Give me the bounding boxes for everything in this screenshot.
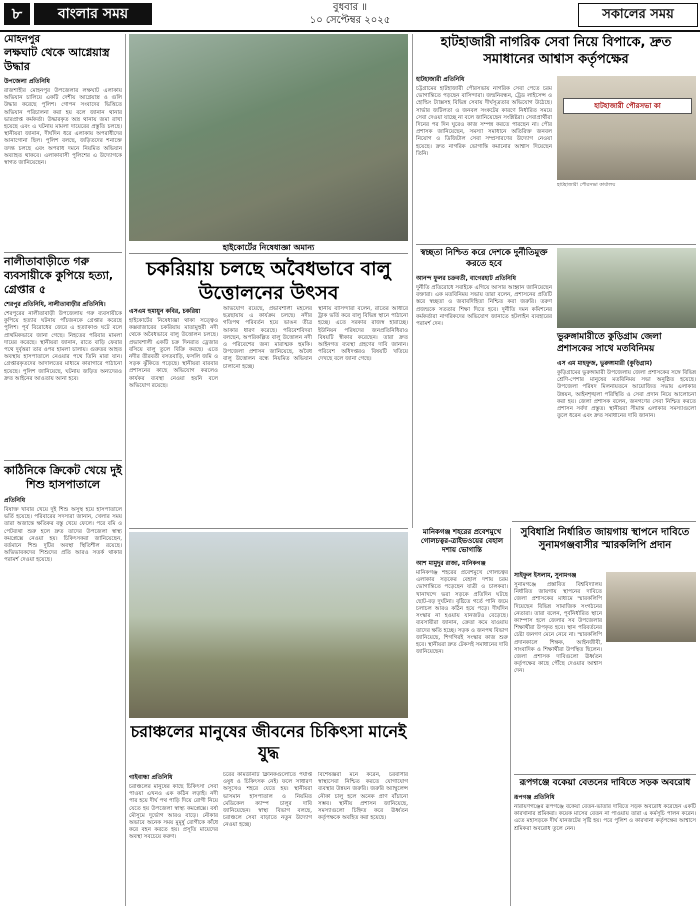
headline: রূপগঞ্জে বকেয়া বেতনের দাবিতে সড়ক অবরোধ [519,778,691,788]
headline: কাঠিনিকে ক্রিকেট খেয়ে দুই শিশু হাসপাতালে [4,464,122,491]
article-kurigram [557,331,696,521]
body-text: চরের কমিউনিটি ক্লিনিকগুলোতে পর্যাপ্ত ওষুধ ও চিকিৎসক নেই। ফলে সাধারণ অসুখেও শহরে যেতে হয়। স্থানীয়রা ভাসমান হাসপাতাল ও নিয়মিত মেডিকেল ক্যাম্প চালুর দাবি জানিয়েছেন। স্বাস্থ্য বিভাগ বলছে, চরাঞ্চলে সেবা বাড়াতে নতুন উদ্যোগ নেওয়া হচ্ছে। [223,772,312,829]
article-body [416,273,552,503]
column-divider [412,34,413,528]
sunamganj-body [514,570,602,770]
photo-caption: হাটহাজারী পৌরসভা কার্যালয় [557,182,616,188]
body-text: বিষাক্ত খাবার খেয়ে দুই শিশু অসুস্থ হয়ে হাসপাতালে ভর্তি হয়েছে। পরিবারের সদস্যরা জানান, খেলার সময় তারা অজান্তে ক্ষতিকর বস্তু খেয়ে ফেলে। পরে বমি ও পেটব্যথা শুরু হলে দ্রুত তাদের উপজেলা স্বাস্থ্য কমপ্লেক্সে নেওয়া হয়। চিকিৎসকরা জানিয়েছেন, বর্তমানে শিশু দুটির অবস্থা স্থিতিশীল রয়েছে। অভিভাবকদের শিশুদের প্রতি আরও সতর্ক থাকার পরামর্শ দেওয়া হয়েছে। [4,507,122,564]
body-text: মানিকগঞ্জ শহরের প্রবেশমুখে গোলচত্বর এলাকার সড়কের বেহাল দশায় চরম ভোগান্তিতে পড়েছেন যাত্রী ও চালকরা। খানাখন্দে ভরা সড়কে প্রতিদিন ঘটছে ছোট-বড় দুর্ঘটনা। বৃষ্টিতে গর্তে পানি জমে চলাচল আরও কঠিন হয়ে পড়ে। দীর্ঘদিন সংস্কার না হওয়ায় যানজটও বেড়েছে। ব্যবসায়ীরা জানান, ক্রেতা কমে যাওয়ায় তাদের ক্ষতি হচ্ছে। সড়ক ও জনপথ বিভাগ জানিয়েছে, শিগগিরই সংস্কার কাজ শুরু হবে। স্থানীয়রা দ্রুত টেকসই সমাধানের দাবি জানিয়েছেন। [416,570,508,656]
headline: চকরিয়ায় চলছে অবৈধভাবে বালু উত্তোলনের উৎসব [146,258,391,304]
chakaria-col2 [223,306,312,524]
memorandum-photo [606,572,696,642]
headline: হাটহাজারী নাগরিক সেবা নিয়ে বিপাকে, দ্রুত সমাধানের আশ্বাস কর্তৃপক্ষের [440,35,672,67]
page-header [0,0,700,32]
headline: মানিকগঞ্জ শহরের প্রবেশমুখে গোলচত্বর-ত্রাইভওয়ের বেহাল দশায় ভোগান্তি [420,528,504,554]
issue-day: বুধবার ॥ [333,2,367,13]
article-body [514,792,696,888]
kicker: হাইকোর্টের নিষেধাজ্ঞা অমান্য [129,242,408,254]
byline: হাটহাজারী প্রতিনিধি [416,76,465,83]
page-number: ৮ [4,3,30,25]
article-mohonpur [4,34,122,252]
headline: সুবিধাপ্রি নির্ধারিত জায়গায় স্থাপনে দাবিতে সুনামগঞ্জবাসীর স্মারকলিপি প্রদান [520,527,690,551]
byline: উপজেলা প্রতিনিধি [4,78,50,85]
article-chor [129,721,408,771]
headline: ভুরুঙ্গামারীতে কুড়িগ্রাম জেলা প্রশাসকের সাথে মতবিনিময় [557,332,662,354]
byline: সাইফুল ইসলাম, সুনামগঞ্জ [514,572,577,579]
column-divider [125,34,126,906]
byline: শেরপুর প্রতিনিধি, নালীতাবাড়ীর প্রতিনিধি। [4,301,106,308]
body-text: স্থানীয় বাসিন্দারা বলেন, রাতের আঁধারে ট্রাক ভর্তি করে বালু বিভিন্ন স্থানে পাঠানো হচ্ছে। এতে সরকার রাজস্ব হারাচ্ছে। ইউনিয়ন পরিষদের জনপ্রতিনিধিরাও বিষয়টি স্বীকার করেছেন। তারা দ্রুত আইনগত ব্যবস্থা গ্রহণের দাবি জানান। পরিবেশ অধিদপ্তরও বিষয়টি খতিয়ে দেখছে বলে জানা গেছে। [318,306,408,363]
byline: এসএম হুমায়ুন কবির, চকরিয়া [129,308,201,315]
office-signboard: হাটহাজারী পৌরসভা কা [563,98,692,114]
byline: আশ মামুদুর রাজা, মানিকগঞ্জ [416,560,486,567]
article-body [4,299,122,449]
body-text: রাজশাহীর মোহনপুর উপজেলার লক্ষঘাট এলাকায় অভিযান চালিয়ে একটি দেশীয় আগ্নেয়াস্ত্র ও গুলি উদ্ধার করেছে পুলিশ। গোপন সংবাদের ভিত্তিতে অভিযান পরিচালনা করা হয় বলে জানান থানার ভারপ্রাপ্ত কর্মকর্তা। উদ্ধারকৃত অস্ত্র থানায় জমা রাখা হয়েছে এবং এ ঘটনায় মামলা দায়েরের প্রস্তুতি চলছে। স্থানীয়রা জানান, দীর্ঘদিন ধরে এলাকায় অপরাধীদের আনাগোনা ছিল। পুলিশ বলছে, জড়িতদের শনাক্তে তদন্ত চলছে এবং অপরাধ দমনে নিয়মিত অভিযান অব্যাহত থাকবে। এলাকাবাসী পুলিশের এ উদ্যোগকে স্বাগত জানিয়েছেন। [4,88,122,167]
sunamganj-body-cont [606,646,696,770]
newspaper-brand: সকালের সময় [578,3,698,27]
article-rupganj [514,777,696,906]
byline: প্রতিনিধি [4,497,26,504]
body-text: চট্টগ্রামের হাটহাজারী পৌরসভায় নাগরিক সেবা পেতে চরম ভোগান্তিতে পড়ছেন বাসিন্দারা। জন্মনিবন্ধন, ট্রেড লাইসেন্স ও হোল্ডিং ট্যাক্সসহ বিভিন্ন সেবায় দীর্ঘসূত্রতার অভিযোগ উঠেছে। সার্ভার জটিলতা ও জনবল সংকটের কারণে নির্ধারিত সময়ে সেবা দেওয়া যাচ্ছে না বলে জানিয়েছেন সংশ্লিষ্টরা। সেবাপ্রার্থীরা দিনের পর দিন ঘুরেও কাজ সম্পন্ন করতে পারছেন না। পৌর প্রশাসক জানিয়েছেন, সমস্যা সমাধানে অতিরিক্ত জনবল নিয়োগ ও ডিজিটাল সেবা সম্প্রসারণের উদ্যোগ নেওয়া হয়েছে। দ্রুত নাগরিক ভোগান্তি কমানোর আশ্বাস দিয়েছেন তিনি। [416,86,552,157]
patient-carry-photo [129,532,408,718]
chor-col1 [129,772,218,906]
meeting-photo [557,248,696,328]
headline: লক্ষঘাট থেকে আগ্নেয়াস্ত্র উদ্ধার [4,46,110,73]
article-body [557,358,696,508]
body-text: বিশেষজ্ঞরা মনে করেন, চরবাসীর স্বাস্থ্যসেবা নিশ্চিত করতে যোগাযোগ ব্যবস্থার উন্নয়ন জরুরি। জরুরি অ্যাম্বুলেন্স নৌকা চালু হলে অনেক প্রাণ বাঁচানো সম্ভব। স্থানীয় প্রশাসন জানিয়েছে, সমস্যাগুলো চিহ্নিত করে ঊর্ধ্বতন কর্তৃপক্ষকে অবহিত করা হয়েছে। [318,772,408,822]
body-text: কুড়িগ্রামের ভুরুঙ্গামারী উপজেলায় জেলা প্রশাসকের সঙ্গে বিভিন্ন শ্রেণি-পেশার মানুষের মতবিনিময় সভা অনুষ্ঠিত হয়েছে। উপজেলা পরিষদ মিলনায়তনে আয়োজিত সভায় এলাকার উন্নয়ন, আইনশৃঙ্খলা পরিস্থিতি ও সেবা প্রদান নিয়ে আলোচনা করা হয়। জেলা প্রশাসক বলেন, জনগণের সেবা নিশ্চিত করতে প্রশাসন সর্বদা প্রস্তুত। স্থানীয়রা সীমান্ত এলাকার সমস্যাগুলো তুলে ধরেন এবং দ্রুত সমাধানের দাবি জানান। [557,370,696,420]
body-text: সুনামগঞ্জে প্রস্তাবিত বিশ্ববিদ্যালয় নির্ধারিত জায়গায় স্থাপনের দাবিতে জেলা প্রশাসকের মাধ্যমে স্মারকলিপি দিয়েছেন বিভিন্ন সামাজিক সংগঠনের নেতারা। তারা বলেন, পূর্বনির্ধারিত স্থানে ক্যাম্পাস হলে জেলার সব উপজেলার শিক্ষার্থীরা উপকৃত হবে। স্থান পরিবর্তনের চেষ্টা জনগণ মেনে নেবে না। স্মারকলিপি প্রদানকালে শিক্ষক, আইনজীবী, সাংবাদিক ও শিক্ষার্থীরা উপস্থিত ছিলেন। জেলা প্রশাসক দাবিগুলো ঊর্ধ্বতন কর্তৃপক্ষের কাছে পৌঁছে দেওয়ার আশ্বাস দেন। [514,582,602,675]
chor-col2 [223,772,312,906]
article-cricket [4,464,122,904]
divider [4,460,122,461]
article-body [416,558,508,888]
hathazari-body [416,74,552,242]
column-divider [510,528,511,906]
headline: স্বচ্ছতা নিশ্চিত করে দেশকে দুর্নীতিমুক্ত করতে হবে [420,248,548,269]
divider [4,252,122,253]
chor-col3 [318,772,408,906]
issue-date-text: ১০ সেপ্টেম্বর ২০২৫ [309,15,391,26]
body-text: চরাঞ্চলের মানুষের কাছে চিকিৎসা সেবা পাওয়া এখনও এক কঠিন লড়াই। নদী পার হয়ে দীর্ঘ পথ পাড়ি দিয়ে রোগী নিয়ে যেতে হয় উপজেলা স্বাস্থ্য কমপ্লেক্সে। বর্ষা মৌসুমে দুর্ভোগ আরও বাড়ে। নৌকার অভাবে অনেক সময় মুমূর্ষু রোগীকে কাঁধে করে বহন করতে হয়। প্রসূতি মায়েদের অবস্থা সবচেয়ে করুণ। [129,784,218,841]
article-body [4,495,122,880]
divider [514,774,696,775]
divider [512,521,696,522]
kicker: মোহনপুর [4,34,41,45]
byline: গাইবান্ধা প্রতিনিধি [129,774,173,781]
river-bank-photo [129,34,408,241]
article-body [4,76,122,261]
article-nalitabari [4,255,122,457]
body-text: শেরপুরের নালীতাবাড়ী উপজেলায় গরু ব্যবসায়ীকে কুপিয়ে হত্যার ঘটনায় পাঁচজনকে গ্রেপ্তার করেছে পুলিশ। পূর্ব বিরোধের জেরে এ হত্যাকাণ্ড ঘটে বলে প্রাথমিকভাবে জানা গেছে। নিহতের পরিবার মামলা দায়ের করেছে। স্থানীয়রা জানান, রাতে বাড়ি ফেরার পথে দুর্বৃত্তরা তার ওপর হামলা চালায়। গুরুতর আহত অবস্থায় হাসপাতালে নেওয়ার পথে তিনি মারা যান। গ্রেপ্তারকৃতদের আদালতের মাধ্যমে কারাগারে পাঠানো হয়েছে। পুলিশ জানিয়েছে, ঘটনায় জড়িত অন্যদেরও দ্রুত আইনের আওতায় আনা হবে। [4,311,122,382]
issue-date [265,1,435,27]
body-text: অভিযোগ রয়েছে, প্রভাবশালী মহলের ছত্রছায়ায় এ কার্যক্রম চলছে। নদীর গতিপথ পরিবর্তন হয়ে ভাঙন তীব্র আকার ধারণ করেছে। পরিবেশবিদরা বলছেন, অপরিকল্পিত বালু উত্তোলন নদী ও পরিবেশের জন্য মারাত্মক হুমকি। উপজেলা প্রশাসন জানিয়েছে, অবৈধ বালু উত্তোলন বন্ধে নিয়মিত অভিযান চালানো হচ্ছে। [223,306,312,370]
divider [129,528,408,529]
chakaria-col3 [318,306,408,524]
byline: আনন্দ ফুলর চক্রবর্তী, বাগেরহাট প্রতিনিধি [416,275,516,282]
pourashava-office-photo [557,76,696,180]
headline: নালীতাবাড়ীতে গরু ব্যবসায়ীকে কুপিয়ে হত্যা, গ্রেপ্তার ৫ [4,255,114,296]
body-text: নারায়ণগঞ্জের রূপগঞ্জে বকেয়া বেতন-ভাতার দাবিতে সড়ক অবরোধ করেছেন একটি কারখানার শ্রমিকরা। কয়েক মাসের বেতন না পাওয়ায় তারা এ কর্মসূচি পালন করেন। এতে মহাসড়কে দীর্ঘ যানজটের সৃষ্টি হয়। পরে পুলিশ ও কারখানা কর্তৃপক্ষের আশ্বাসে শ্রমিকরা অবরোধ তুলে নেন। [514,804,696,832]
byline: এস এম মাহফুজ, ভুরুঙ্গামারী (কুড়িগ্রাম) [557,360,653,367]
article-manikganj [416,528,508,906]
chakaria-col1 [129,306,218,524]
section-name: বাংলার সময় [34,3,152,25]
body-text: দুর্নীতি প্রতিরোধে সবাইকে এগিয়ে আসার আহ্বান জানিয়েছেন বক্তারা। এক মতবিনিময় সভায় তারা বলেন, প্রশাসনের প্রতিটি স্তরে স্বচ্ছতা ও জবাবদিহিতা নিশ্চিত করা জরুরি। তরুণ প্রজন্মকে সততার শিক্ষা দিতে হবে। দুর্নীতি দমন কমিশনের কর্মকর্তারা নাগরিকদের অভিযোগ জানাতে হটলাইন ব্যবহারের পরামর্শ দেন। [416,285,552,328]
divider [416,244,696,245]
article-daxata [416,248,552,518]
byline: রূপগঞ্জ প্রতিনিধি [514,794,555,801]
headline: চরাঞ্চলের মানুষের জীবনের চিকিৎসা মানেই যুদ্ধ [130,722,407,762]
body-text: হাইকোর্টের নিষেধাজ্ঞা থাকা সত্ত্বেও কক্সবাজারের চকরিয়ায় মাতামুহুরী নদী থেকে অবৈধভাবে বালু উত্তোলন চলছে। প্রভাবশালী একটি চক্র দিনরাত ড্রেজার বসিয়ে বালু তুলে বিক্রি করছে। এতে নদীর তীরবর্তী বসতবাড়ি, ফসলি জমি ও সড়ক ঝুঁকিতে পড়েছে। স্থানীয়রা বারবার প্রশাসনের কাছে অভিযোগ করলেও কার্যকর ব্যবস্থা নেওয়া হয়নি বলে অভিযোগ রয়েছে। [129,318,218,389]
